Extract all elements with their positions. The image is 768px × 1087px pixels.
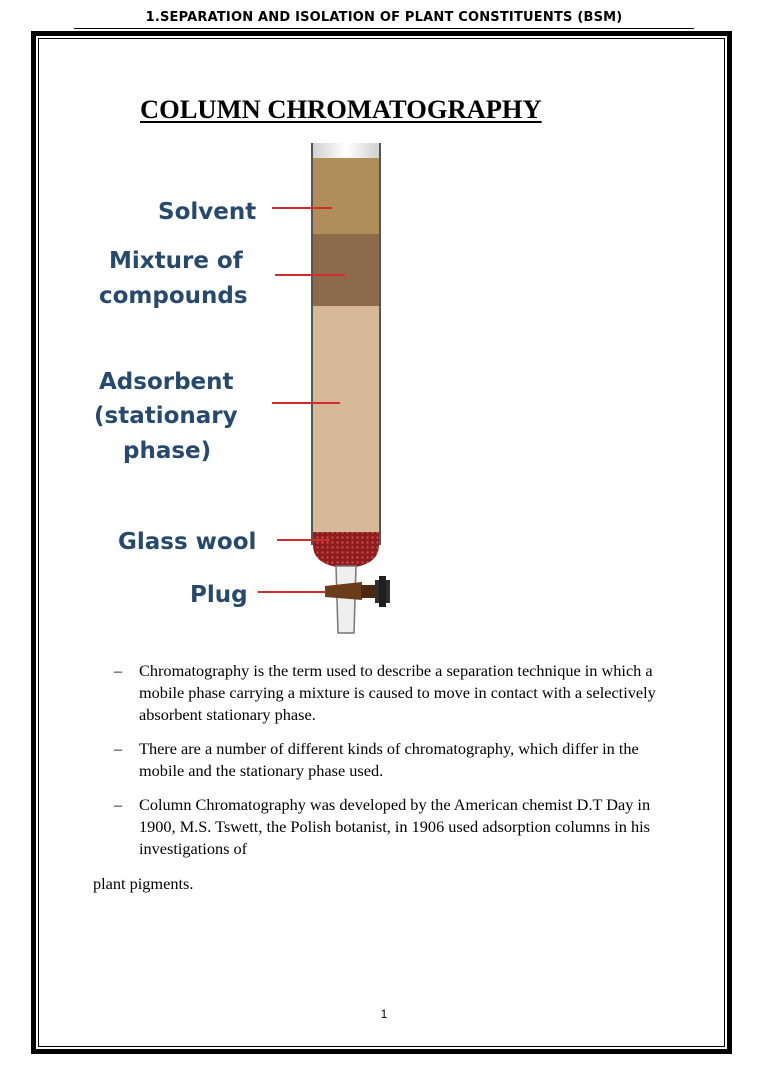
label-mixture-line1: Mixture of xyxy=(109,248,243,274)
label-plug: Plug xyxy=(190,582,248,608)
stem xyxy=(336,566,356,633)
page-title: COLUMN CHROMATOGRAPHY xyxy=(140,94,542,124)
mixture-layer xyxy=(313,234,379,306)
adsorbent-layer xyxy=(313,306,379,532)
label-adsorbent-line1: Adsorbent xyxy=(99,369,234,395)
running-header: 1.SEPARATION AND ISOLATION OF PLANT CONSTITUENTS (BSM) xyxy=(145,10,623,25)
label-adsorbent-line3: phase) xyxy=(123,438,212,464)
label-solvent: Solvent xyxy=(158,199,257,225)
solvent-layer xyxy=(313,158,379,234)
list-item xyxy=(114,794,684,860)
bullet-text: Chromatography is the term used to describe a separation technique in which a mobile phase carrying a mixture is caused to move in contact with a selectively absorbent stationary phase. xyxy=(139,661,656,724)
stopcock-plug xyxy=(325,576,390,607)
label-glass-wool: Glass wool xyxy=(118,529,257,555)
label-adsorbent-line2: (stationary xyxy=(94,403,238,429)
continuation-text: plant pigments. xyxy=(93,874,194,893)
bullet-dash: – xyxy=(114,739,123,758)
bullet-text: There are a number of different kinds of chromatography, which differ in the mobile and the stationary phase used. xyxy=(139,739,639,780)
page-number: 1 xyxy=(380,1007,388,1021)
glass-wool-layer xyxy=(313,532,379,568)
bullet-dash: – xyxy=(114,795,123,814)
column-rim xyxy=(312,143,380,159)
column-tube xyxy=(312,143,380,633)
list-item xyxy=(114,738,684,782)
bullet-list xyxy=(114,660,684,872)
bullet-text: Column Chromatography was developed by the American chemist D.T Day in 1900, M.S. Tswett, the Polish botanist, in 1906 used adsorption columns in his investigations of xyxy=(139,795,651,858)
bullet-dash: – xyxy=(114,661,123,680)
list-item xyxy=(114,660,684,726)
label-mixture-line2: compounds xyxy=(99,283,248,309)
